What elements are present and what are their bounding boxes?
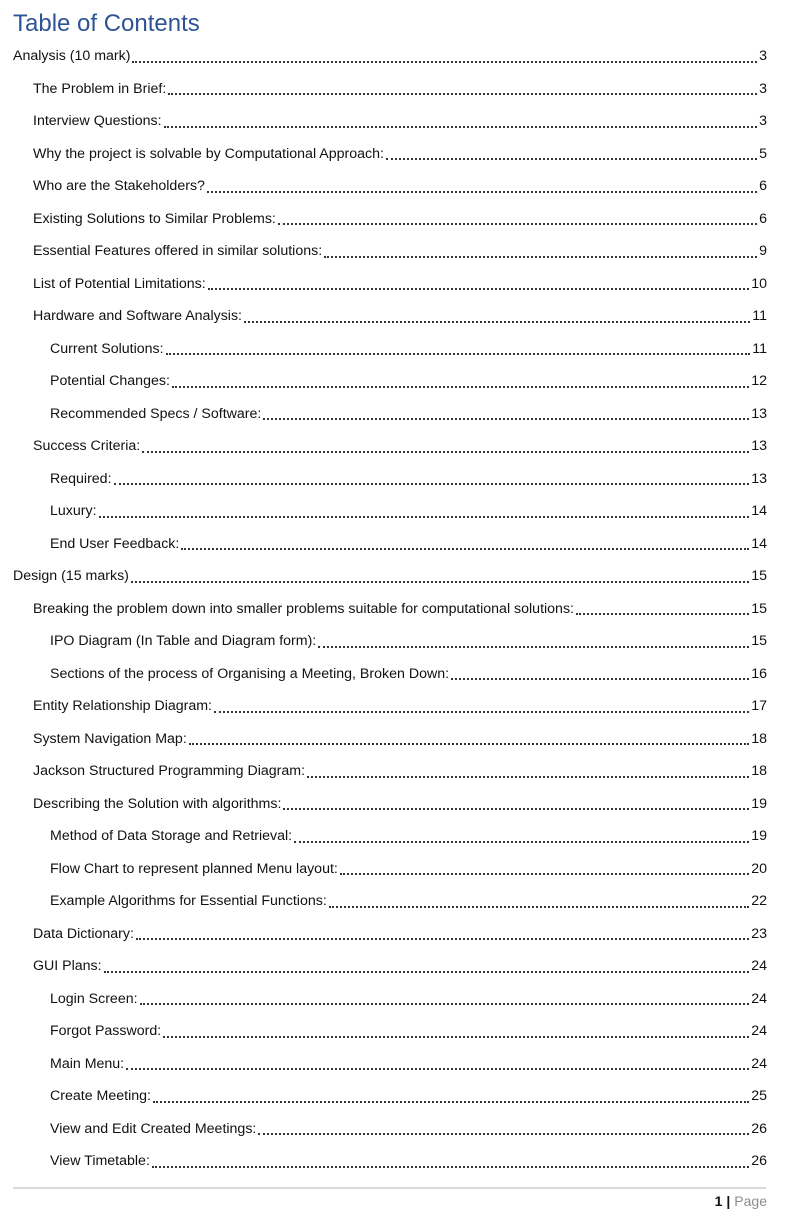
dot-leader xyxy=(258,1132,749,1135)
toc-entry-page: 13 xyxy=(751,438,767,455)
toc-entry[interactable] xyxy=(0,300,794,333)
toc-entry-page: 18 xyxy=(751,763,767,780)
toc-entry[interactable] xyxy=(0,1080,794,1113)
footer-divider xyxy=(13,1187,766,1189)
dot-leader xyxy=(181,547,749,550)
toc-entry-label: Describing the Solution with algorithms: xyxy=(33,795,282,812)
dot-leader xyxy=(283,807,749,810)
toc-entry[interactable] xyxy=(0,333,794,366)
toc-entry-page: 15 xyxy=(751,633,767,650)
toc-entry-page: 19 xyxy=(751,828,767,845)
toc-entry-label: The Problem in Brief: xyxy=(33,80,167,97)
toc-entry[interactable] xyxy=(0,430,794,463)
dot-leader xyxy=(132,60,757,63)
toc-entry[interactable] xyxy=(0,560,794,593)
toc-entry[interactable] xyxy=(0,398,794,431)
toc-entry[interactable] xyxy=(0,983,794,1016)
toc-entry-page: 3 xyxy=(759,80,767,97)
toc-entry-page: 14 xyxy=(751,503,767,520)
toc-entry[interactable] xyxy=(0,918,794,951)
dot-leader xyxy=(294,840,749,843)
dot-leader xyxy=(207,190,757,193)
toc-entry[interactable] xyxy=(0,1145,794,1178)
dot-leader xyxy=(278,222,757,225)
footer-separator: | xyxy=(726,1193,731,1209)
toc-entry-label: Interview Questions: xyxy=(33,113,162,130)
toc-entry-label: Luxury: xyxy=(50,503,97,520)
toc-entry[interactable] xyxy=(0,40,794,73)
toc-entry-page: 26 xyxy=(751,1120,767,1137)
toc-entry[interactable] xyxy=(0,755,794,788)
toc-entry[interactable] xyxy=(0,170,794,203)
toc-entry-label: Main Menu: xyxy=(50,1055,125,1072)
toc-entry[interactable] xyxy=(0,138,794,171)
toc-entry[interactable] xyxy=(0,268,794,301)
toc-entry-label: Current Solutions: xyxy=(50,340,164,357)
page-footer xyxy=(715,1193,767,1209)
toc-entry-page: 20 xyxy=(751,860,767,877)
dot-leader xyxy=(104,970,750,973)
toc-title: Table of Contents xyxy=(13,10,200,37)
toc-entry[interactable] xyxy=(0,235,794,268)
dot-leader xyxy=(114,482,750,485)
toc-entry-label: Example Algorithms for Essential Functions: xyxy=(50,893,327,910)
toc-entry[interactable] xyxy=(0,1048,794,1081)
toc-entry-label: Essential Features offered in similar solutions: xyxy=(33,243,323,260)
toc-entry-label: List of Potential Limitations: xyxy=(33,275,206,292)
toc-entry-page: 24 xyxy=(751,1055,767,1072)
toc-entry-page: 24 xyxy=(751,958,767,975)
dot-leader xyxy=(164,125,758,128)
toc-entry-label: Required: xyxy=(50,470,112,487)
toc-entry[interactable] xyxy=(0,820,794,853)
dot-leader xyxy=(318,645,749,648)
toc-entry-label: Data Dictionary: xyxy=(33,925,134,942)
toc-entry-label: Flow Chart to represent planned Menu layout: xyxy=(50,860,338,877)
toc-entry-page: 6 xyxy=(759,178,767,195)
toc-entry-label: Potential Changes: xyxy=(50,373,170,390)
dot-leader xyxy=(386,157,757,160)
dot-leader xyxy=(168,92,757,95)
toc-entry[interactable] xyxy=(0,950,794,983)
toc-entry-label: Analysis (10 mark) xyxy=(13,48,131,65)
toc-entry[interactable] xyxy=(0,463,794,496)
toc-list xyxy=(0,40,794,1178)
toc-entry-label: Design (15 marks) xyxy=(13,568,129,585)
dot-leader xyxy=(324,255,757,258)
toc-entry-page: 9 xyxy=(759,243,767,260)
dot-leader xyxy=(153,1100,749,1103)
toc-entry[interactable] xyxy=(0,593,794,626)
dot-leader xyxy=(142,450,749,453)
toc-entry-label: GUI Plans: xyxy=(33,958,102,975)
toc-entry-page: 14 xyxy=(751,535,767,552)
toc-entry[interactable] xyxy=(0,885,794,918)
dot-leader xyxy=(99,515,750,518)
toc-entry-label: Breaking the problem down into smaller problems suitable for computational solutions: xyxy=(33,600,574,617)
toc-entry-label: Recommended Specs / Software: xyxy=(50,405,262,422)
toc-entry-label: System Navigation Map: xyxy=(33,730,187,747)
toc-entry-label: Sections of the process of Organising a Meeting, Broken Down: xyxy=(50,665,450,682)
dot-leader xyxy=(166,352,751,355)
toc-entry-page: 25 xyxy=(751,1088,767,1105)
toc-entry-page: 15 xyxy=(751,600,767,617)
toc-entry[interactable] xyxy=(0,528,794,561)
dot-leader xyxy=(126,1067,749,1070)
toc-entry-label: Entity Relationship Diagram: xyxy=(33,698,212,715)
toc-entry-page: 13 xyxy=(751,405,767,422)
toc-entry-page: 23 xyxy=(751,925,767,942)
toc-entry[interactable] xyxy=(0,788,794,821)
dot-leader xyxy=(140,1002,750,1005)
dot-leader xyxy=(263,417,749,420)
toc-entry-label: Success Criteria: xyxy=(33,438,141,455)
toc-entry[interactable] xyxy=(0,73,794,106)
toc-entry-page: 22 xyxy=(751,893,767,910)
dot-leader xyxy=(172,385,749,388)
dot-leader xyxy=(340,872,749,875)
toc-entry[interactable] xyxy=(0,853,794,886)
toc-entry-label: Create Meeting: xyxy=(50,1088,151,1105)
toc-entry-page: 13 xyxy=(751,470,767,487)
toc-entry-page: 10 xyxy=(751,275,767,292)
toc-entry-label: View and Edit Created Meetings: xyxy=(50,1120,257,1137)
toc-entry[interactable] xyxy=(0,625,794,658)
dot-leader xyxy=(189,742,749,745)
toc-entry[interactable] xyxy=(0,1015,794,1048)
toc-entry-page: 15 xyxy=(751,568,767,585)
toc-entry-label: Who are the Stakeholders? xyxy=(33,178,205,195)
toc-entry-page: 17 xyxy=(751,698,767,715)
dot-leader xyxy=(163,1035,749,1038)
toc-entry-page: 18 xyxy=(751,730,767,747)
toc-entry[interactable] xyxy=(0,495,794,528)
toc-entry[interactable] xyxy=(0,105,794,138)
toc-entry[interactable] xyxy=(0,723,794,756)
toc-entry-label: Login Screen: xyxy=(50,990,138,1007)
toc-entry-page: 11 xyxy=(752,308,767,325)
toc-entry-label: IPO Diagram (In Table and Diagram form): xyxy=(50,633,317,650)
toc-entry-page: 11 xyxy=(752,340,767,357)
page-number: 1 xyxy=(714,1193,723,1209)
toc-entry-page: 6 xyxy=(759,210,767,227)
dot-leader xyxy=(307,775,749,778)
page-label: Page xyxy=(734,1193,767,1209)
dot-leader xyxy=(152,1165,749,1168)
toc-entry[interactable] xyxy=(0,365,794,398)
toc-entry[interactable] xyxy=(0,1113,794,1146)
toc-entry-page: 24 xyxy=(751,990,767,1007)
toc-entry-label: Method of Data Storage and Retrieval: xyxy=(50,828,293,845)
toc-entry-label: Why the project is solvable by Computational Approach: xyxy=(33,145,384,162)
toc-entry-page: 19 xyxy=(751,795,767,812)
toc-entry-page: 5 xyxy=(759,145,767,162)
dot-leader xyxy=(208,287,750,290)
dot-leader xyxy=(214,710,749,713)
toc-entry-page: 16 xyxy=(751,665,767,682)
toc-entry-page: 12 xyxy=(751,373,767,390)
toc-entry-page: 3 xyxy=(759,48,767,65)
dot-leader xyxy=(131,580,749,583)
toc-entry[interactable] xyxy=(0,658,794,691)
toc-entry-label: Existing Solutions to Similar Problems: xyxy=(33,210,276,227)
toc-entry-label: Jackson Structured Programming Diagram: xyxy=(33,763,306,780)
toc-entry-page: 26 xyxy=(751,1153,767,1170)
toc-entry-label: View Timetable: xyxy=(50,1153,150,1170)
toc-entry-label: Hardware and Software Analysis: xyxy=(33,308,242,325)
dot-leader xyxy=(329,905,749,908)
dot-leader xyxy=(576,612,749,615)
dot-leader xyxy=(451,677,749,680)
dot-leader xyxy=(136,937,749,940)
toc-entry-page: 3 xyxy=(759,113,767,130)
toc-entry[interactable] xyxy=(0,690,794,723)
toc-entry-page: 24 xyxy=(751,1023,767,1040)
toc-entry-label: Forgot Password: xyxy=(50,1023,162,1040)
toc-entry-label: End User Feedback: xyxy=(50,535,180,552)
dot-leader xyxy=(244,320,750,323)
toc-entry[interactable] xyxy=(0,203,794,236)
